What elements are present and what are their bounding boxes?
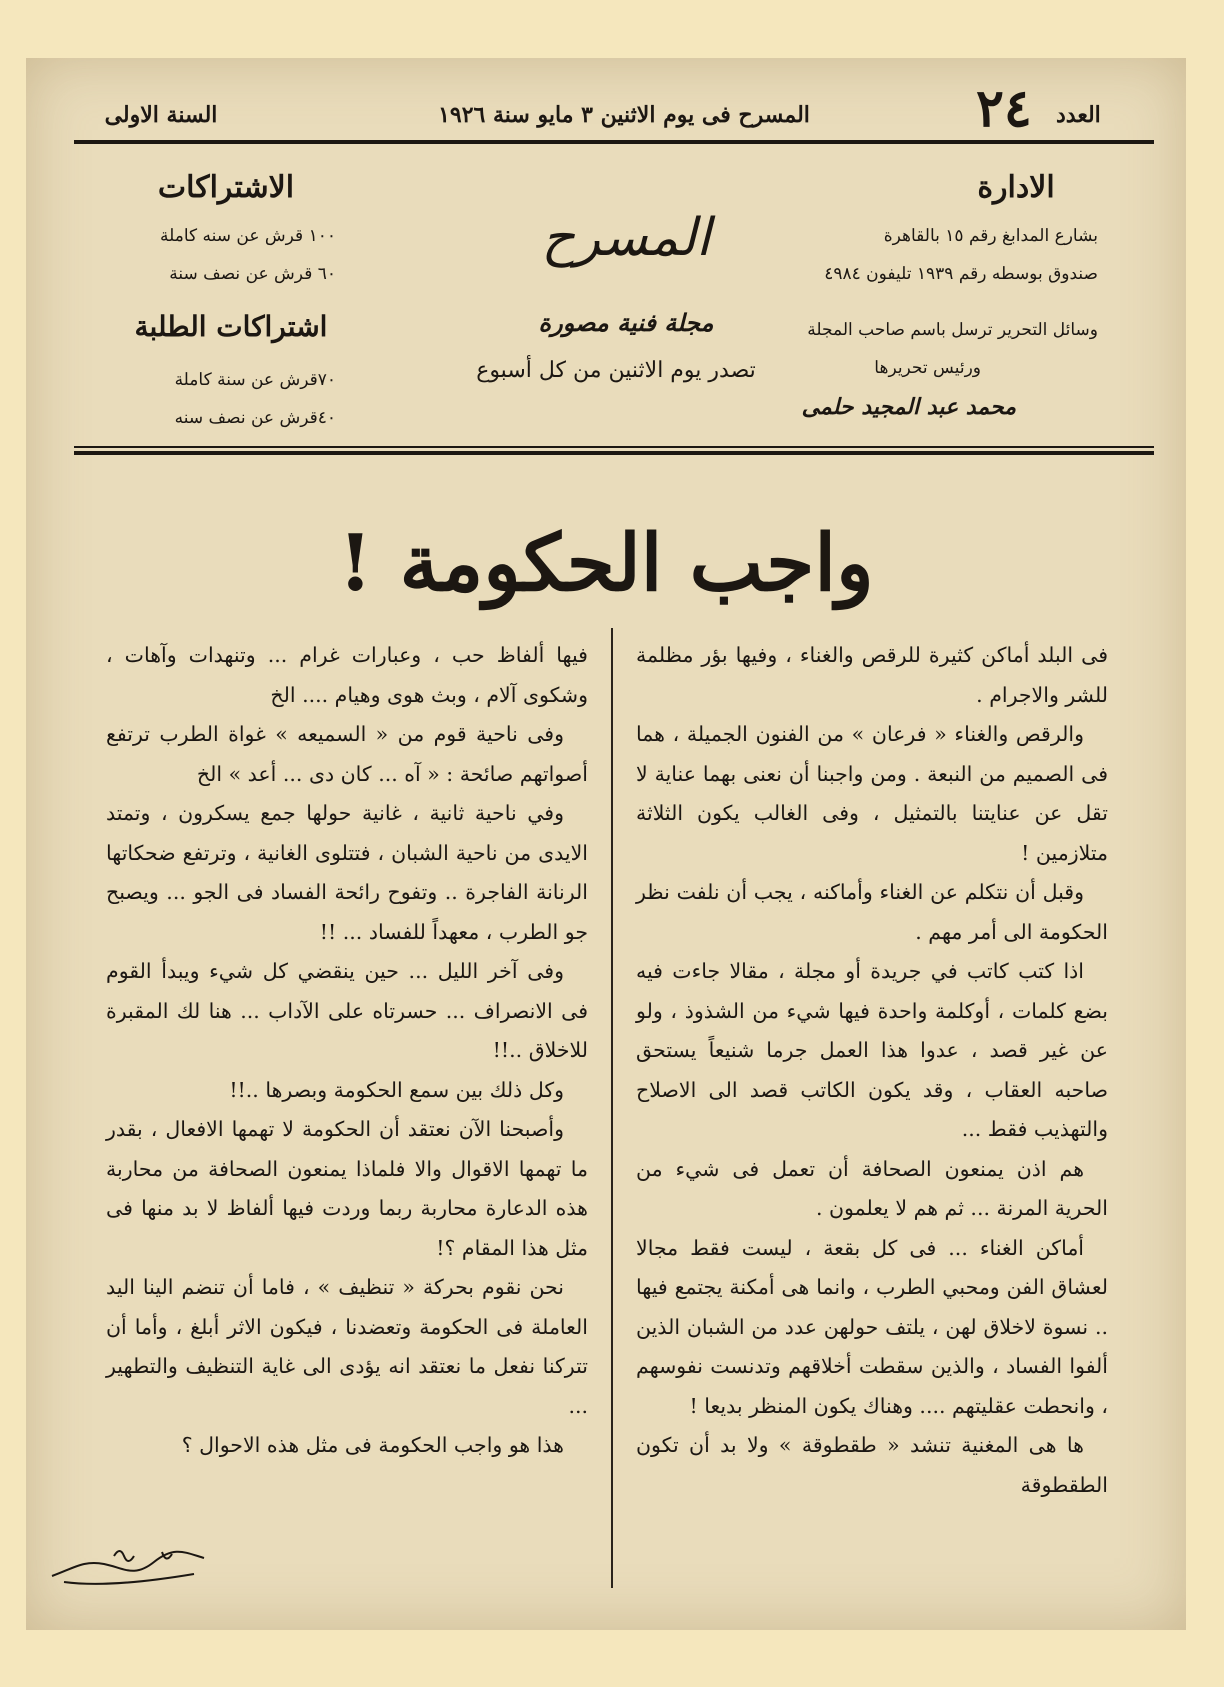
administration-po-box: صندوق بوسطه رقم ١٩٣٩ تليفون ٤٩٨٤: [824, 264, 1098, 284]
students-subscription-half-year: ٤٠قرش عن نصف سنه: [174, 408, 336, 428]
article-paragraph: ها هى المغنية تنشد « طقطوقة » ولا بد أن تكون الطقطوقة: [636, 1433, 1108, 1497]
students-subscriptions-heading: اشتراكات الطلبة: [134, 310, 328, 343]
article-title: واجب الحكومة !: [338, 518, 874, 609]
header-rule-bottom: [74, 451, 1154, 455]
date-line: المسرح فى يوم الاثنين ٣ مايو سنة ١٩٢٦: [438, 102, 810, 128]
article-paragraph: وقبل أن نتكلم عن الغناء وأماكنه ، يجب أن نلفت نظر الحكومة الى أمر مهم .: [636, 880, 1108, 944]
article-paragraph: هذا هو واجب الحكومة فى مثل هذه الاحوال ؟: [181, 1433, 564, 1457]
administration-editor-label: ورئيس تحريرها: [874, 358, 981, 378]
magazine-logo: المسرح: [541, 208, 711, 268]
masthead-rule: [74, 140, 1154, 144]
column-divider: [611, 628, 613, 1588]
year-label: السنة الاولى: [104, 102, 218, 128]
subscription-year: ١٠٠ قرش عن سنه كاملة: [160, 226, 336, 246]
article-left-column: [106, 636, 588, 1466]
issue-number: ٢٤: [976, 78, 1032, 139]
article-paragraph: وفى آخر الليل ... حين ينقضي كل شيء ويبدأ القوم فى الانصراف ... حسرتاه على الآداب ... هنا لك المقبرة للاخلاق ..!!: [106, 959, 588, 1062]
article-paragraph: وأصبحنا الآن نعتقد أن الحكومة لا تهمها الافعال ، بقدر ما تهمها الاقوال والا فلماذا يمنعون الصحافة من محاربة هذه الدعارة محاربة ربما وردت فيها ألفاظ لا بد منها فى مثل هذا المقام ؟!: [106, 1117, 588, 1260]
administration-correspondence: وسائل التحرير ترسل باسم صاحب المجلة: [807, 320, 1098, 340]
article-paragraph: هم اذن يمنعون الصحافة أن تعمل فى شيء من الحرية المرنة ... ثم هم لا يعلمون .: [636, 1156, 1108, 1220]
subscription-half-year: ٦٠ قرش عن نصف سنة: [169, 264, 336, 284]
article-paragraph: اذا كتب كاتب في جريدة أو مجلة ، مقالا جاءت فيه بضع كلمات ، أوكلمة واحدة فيها شيء من الشذوذ ، ولو عن غير قصد ، عدوا هذا العمل جرما شنيعاً يستحق صاحبه العقاب ، وقد يكون الكاتب قصد الى الاصلاح والتهذيب فقط ...: [636, 959, 1108, 1141]
administration-signature: محمد عبد المجيد حلمى: [801, 394, 1016, 420]
article-paragraph: فى البلد أماكن كثيرة للرقص والغناء ، وفيها بؤر مظلمة للشر والاجرام .: [636, 643, 1108, 707]
article-paragraph: أماكن الغناء ... فى كل بقعة ، ليست فقط مجالا لعشاق الفن ومحبي الطرب ، وانما هى أمكنة يجتمع فيها .. نسوة لاخلاق لهن ، يلتف حولهن عدد من الشبان الذين ألفوا الفساد ، والذين سقطت أخلاقهم وتدنست نفوسهم ، وانحطت عقليتهم .... وهناك يكون المنظر بديعا !: [636, 1235, 1108, 1418]
signature-scribble: [44, 1538, 214, 1598]
article-paragraph: فيها ألفاظ حب ، وعبارات غرام ... وتنهدات وآهات ، وشكوى آلام ، وبث هوى وهيام .... الخ: [106, 643, 588, 707]
administration-address: بشارع المدابغ رقم ١٥ بالقاهرة: [883, 226, 1098, 246]
students-subscription-year: ٧٠قرش عن سنة كاملة: [174, 370, 336, 390]
magazine-tagline: مجلة فنية مصورة: [538, 308, 714, 337]
article-paragraph: نحن نقوم بحركة « تنظيف » ، فاما أن تنضم الينا اليد العاملة فى الحكومة وتعضدنا ، فيكون الاثر أبلغ ، وأما أن تتركنا نفعل ما نعتقد انه يؤدى الى غاية التنظيف والتطهير ...: [106, 1275, 588, 1418]
article-paragraph: والرقص والغناء « فرعان » من الفنون الجميلة ، هما فى الصميم من النبعة . ومن واجبنا أن نعنى بهما عناية لا تقل عن عنايتنا بالتمثيل ، وفى الغالب يكون الثلاثة متلازمين !: [636, 722, 1108, 865]
article-paragraph: وفى ناحية قوم من « السميعه » غواة الطرب ترتفع أصواتهم صائحة : « آه ... كان دى ... أعد » الخ: [106, 722, 588, 786]
newspaper-page: [26, 58, 1186, 1630]
header-rule-top: [74, 446, 1154, 448]
issue-label: العدد: [1056, 102, 1101, 128]
author-signature: [44, 1538, 214, 1598]
article-right-column: [636, 636, 1108, 1505]
article-paragraph: وفي ناحية ثانية ، غانية حولها جمع يسكرون ، وتمتد الايدى من ناحية الشبان ، فتتلوى الغانية ، وترتفع ضحكاتها الرنانة الفاجرة .. وتفوح رائحة الفساد فى الجو ... ويصبح جو الطرب ، معهداً للفساد ... !!: [106, 801, 588, 944]
administration-heading: الادارة: [977, 170, 1055, 205]
publication-schedule: تصدر يوم الاثنين من كل أسبوع: [476, 358, 756, 383]
subscriptions-heading: الاشتراكات: [157, 170, 295, 205]
article-paragraph: وكل ذلك بين سمع الحكومة وبصرها ..!!: [229, 1077, 564, 1102]
